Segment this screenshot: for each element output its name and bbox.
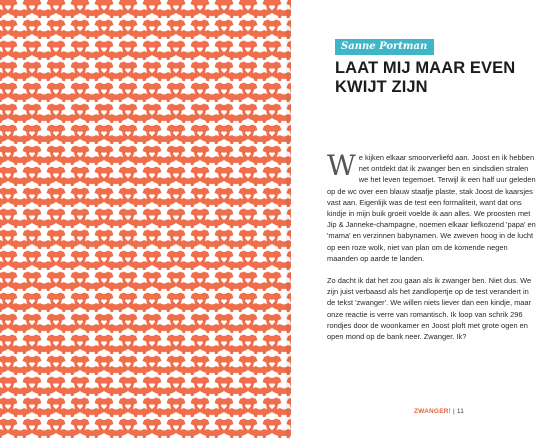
paragraph-2: Zo dacht ik dat het zou gaan als ik zwanger ben. Niet dus. We zijn juist verbaasd als het zandlopertje op de test verandert in de tekst 'zwanger'. We willen niets liever dan een kindje, maar onze reactie is verre van romantisch. Ik loop van schrik 296 rondjes door de woonkamer en Joost ploft met grote ogen en open mond op de bank neer. Zwanger. Ik? <box>327 276 532 342</box>
page-footer <box>414 408 464 415</box>
article-page <box>291 0 550 439</box>
author-tag: Sanne Portman <box>335 39 434 55</box>
footer-separator: | <box>453 408 455 415</box>
footer-section-name: ZWANGER! <box>414 408 451 415</box>
article-body <box>327 149 536 353</box>
page-number: 11 <box>456 408 465 415</box>
headline: LAAT MIJ MAAR EVEN KWIJT ZIJN <box>335 59 516 96</box>
paragraph-1-text: e kijken elkaar smoorverliefd aan. Joost en ik hebben net ontdekt dat ik zwanger ben en sindsdien stralen we het leven tegemoet. Terwijl ik een half uur geleden op de wc over een blauw staafje plaste, stak Joost de kaarsjes vast aan. Eigenlijk was de test een formaliteit, want dat ons kindje in mijn buik groeit voelde ik aan alles. We proosten met Jip & Janneke-champagne, noemen elkaar liefkozend 'papa' en 'mama' en verzinnen babynamen. We zweven hoog in de lucht op een roze wolk, niet van plan om de komende negen maanden op aarde te landen. <box>327 153 536 263</box>
paragraph-1 <box>327 149 536 264</box>
drop-cap: W <box>327 149 356 182</box>
